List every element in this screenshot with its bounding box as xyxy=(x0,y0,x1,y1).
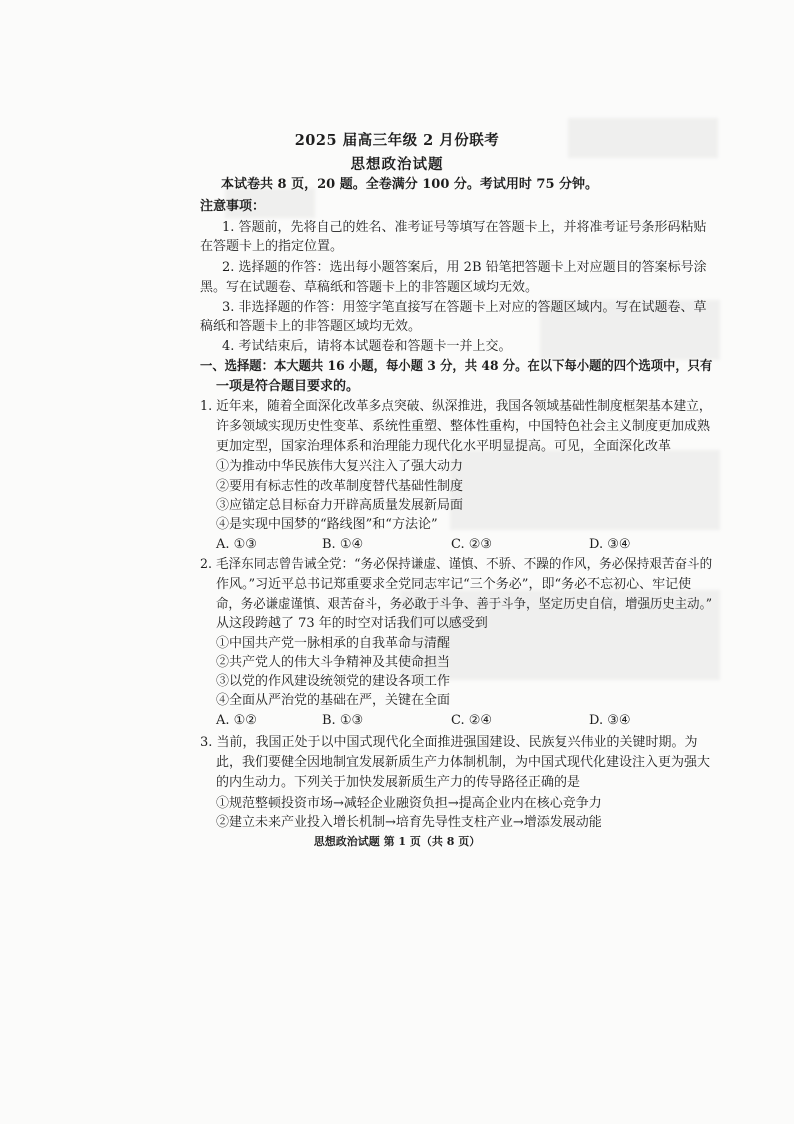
q3-stem: 此，我们要健全因地制宜发展新质生产力体制机制，为中国式现代化建设注入更为强大 xyxy=(216,755,711,770)
notice-line: 1. 答题前，先将自己的姓名、准考证号等填写在答题卡上，并将准考证号条形码粘贴 xyxy=(222,220,707,235)
q3-stem: 3. 当前，我国正处于以中国式现代化全面推进强国建设、民族复兴伟业的关键时期。为 xyxy=(200,735,698,750)
q3-stem: 的内生动力。下列关于加快发展新质生产力的传导路径正确的是 xyxy=(216,775,581,790)
q1-item: ③应锚定总目标奋力开辟高质量发展新局面 xyxy=(216,498,464,513)
q2-option-a: A. ①② xyxy=(216,713,257,728)
q3-item: ②建立未来产业投入增长机制→培育先导性支柱产业→增添发展动能 xyxy=(216,815,602,830)
q2-stem: 命，务必谦虚谨慎、艰苦奋斗，务必敢于斗争、善于斗争，坚定历史自信，增强历史主动。” xyxy=(216,597,713,612)
page-footer: 思想政治试题 第 1 页（共 8 页） xyxy=(313,835,481,848)
q2-stem: 从这段跨越了 73 年的时空对话我们可以感受到 xyxy=(216,616,488,631)
notice-line: 稿纸和答题卡上的非答题区域均无效。 xyxy=(200,319,422,334)
q1-option-b: B. ①④ xyxy=(322,537,364,552)
q2-option-b: B. ①③ xyxy=(322,713,364,728)
notice-line: 4. 考试结束后，请将本试题卷和答题卡一并上交。 xyxy=(222,339,512,354)
section-heading-cont: 一项是符合题目要求的。 xyxy=(216,379,360,394)
q3-item: ①规范整顿投资市场→减轻企业融资负担→提高企业内在核心竞争力 xyxy=(216,796,602,811)
scan-artifact xyxy=(450,450,720,530)
notice-line: 在答题卡上的指定位置。 xyxy=(200,239,344,254)
q2-option-d: D. ③④ xyxy=(589,713,631,728)
q1-stem: 许多领域实现历史性变革、系统性重塑、整体性重构，中国特色社会主义制度更加成熟 xyxy=(216,419,711,434)
notice-line: 3. 非选择题的作答：用签字笔直接写在答题卡上对应的答题区域内。写在试题卷、草 xyxy=(222,300,707,315)
notice-heading: 注意事项： xyxy=(200,199,266,214)
notice-line: 2. 选择题的作答：选出每小题答案后，用 2B 铅笔把答题卡上对应题目的答案标号涂 xyxy=(222,260,707,275)
q1-item: ②要用有标志性的改革制度替代基础性制度 xyxy=(216,479,464,494)
q1-option-a: A. ①③ xyxy=(216,537,257,552)
q1-item: ①为推动中华民族伟大复兴注入了强大动力 xyxy=(216,459,464,474)
exam-info: 本试卷共 8 页，20 题。全卷满分 100 分。考试用时 75 分钟。 xyxy=(221,177,599,192)
q2-stem: 2. 毛泽东同志曾告诫全党：“务必保持谦虚、谨慎、不骄、不躁的作风，务必保持艰苦奋斗的 xyxy=(200,557,713,572)
q2-item: ③以党的作风建设统领党的建设各项工作 xyxy=(216,674,451,689)
q1-option-c: C. ②③ xyxy=(451,537,493,552)
q2-option-c: C. ②④ xyxy=(451,713,493,728)
q1-stem: 1. 近年来，随着全面深化改革多点突破、纵深推进，我国各领域基础性制度框架基本建立， xyxy=(200,399,712,414)
q1-option-d: D. ③④ xyxy=(589,537,631,552)
exam-subject: 思想政治试题 xyxy=(350,156,444,173)
q1-item: ④是实现中国梦的“路线图”和“方法论” xyxy=(216,517,438,532)
q2-item: ②共产党人的伟大斗争精神及其使命担当 xyxy=(216,655,451,670)
q1-stem: 更加定型，国家治理体系和治理能力现代化水平明显提高。可见，全面深化改革 xyxy=(216,439,672,454)
exam-title: 2025 届高三年级 2 月份联考 xyxy=(294,132,500,149)
q2-item: ①中国共产党一脉相承的自我革命与清醒 xyxy=(216,636,451,651)
notice-line: 黑。写在试题卷、草稿纸和答题卡上的非答题区域均无效。 xyxy=(200,280,539,295)
q2-stem: 作风。”习近平总书记郑重要求全党同志牢记“三个务必”，即“务必不忘初心、牢记使 xyxy=(216,577,692,592)
q2-item: ④全面从严治党的基础在严，关键在全面 xyxy=(216,693,451,708)
section-heading: 一、选择题：本大题共 16 小题，每小题 3 分，共 48 分。在以下每小题的四个选项中，只有 xyxy=(200,359,713,374)
